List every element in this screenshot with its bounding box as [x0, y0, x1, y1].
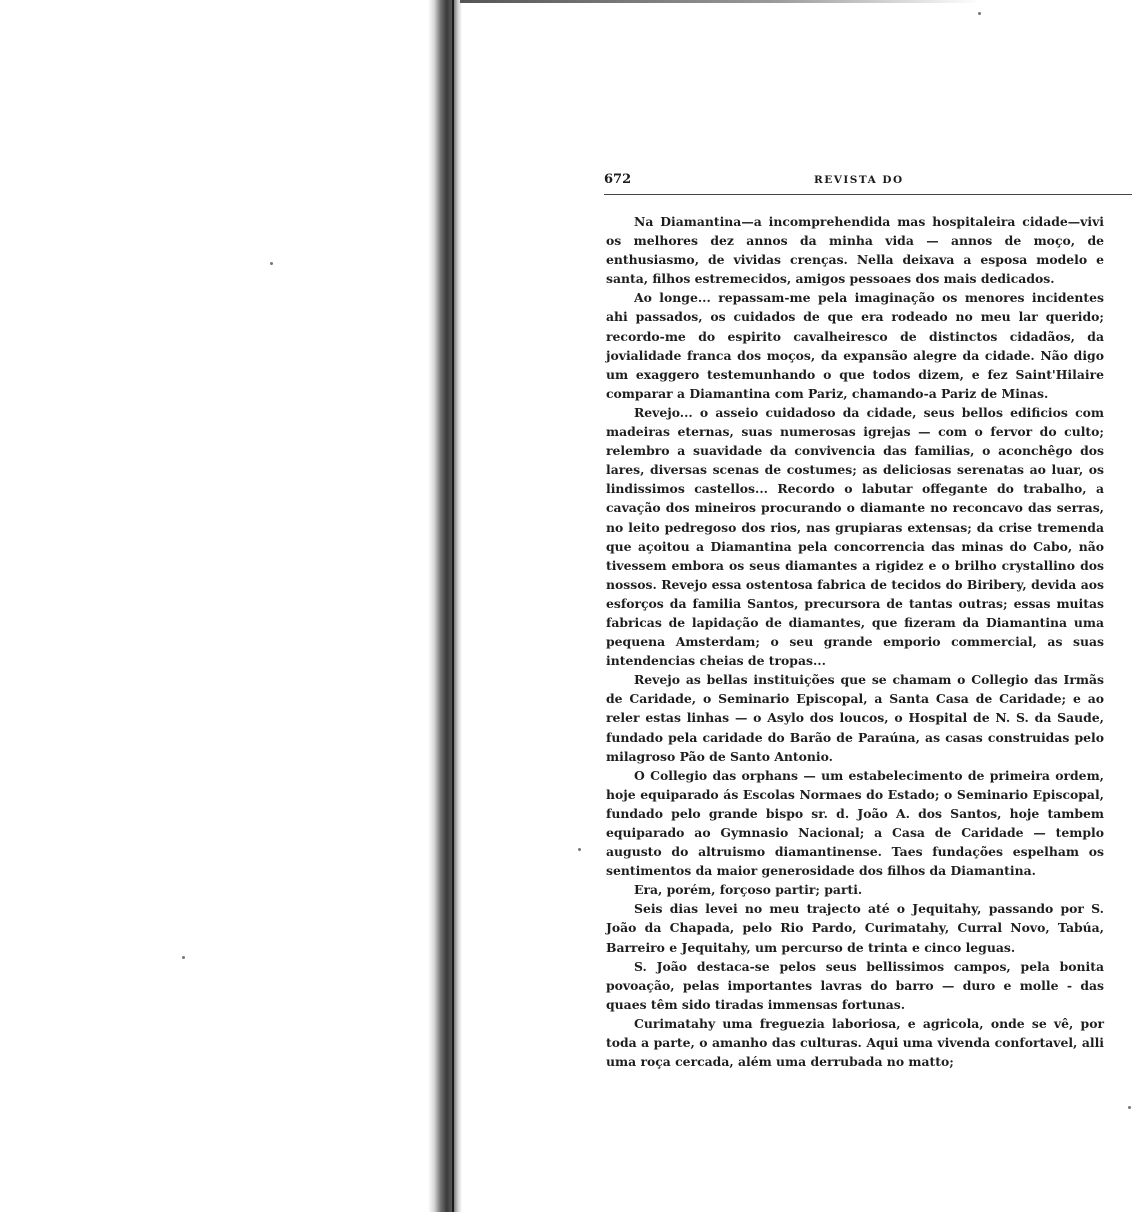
paragraph: Na Diamantina—a incomprehendida mas hospitaleira cidade—vivi os melhores dez annos da minha vida — annos de moço, de enthusiasmo, de vividas crenças. Nella deixava a esposa modelo e santa, filhos estremecidos, amigos pessoaes dos mais dedicados. — [606, 214, 1104, 287]
paragraph: Era, porém, forçoso partir; parti. — [634, 882, 863, 898]
page-top-edge — [460, 0, 980, 3]
paragraph: Revejo as bellas instituições que se chamam o Collegio das Irmãs de Caridade, o Seminario Episcopal, a Santa Casa de Caridade; e ao reler estas linhas — o Asylo dos loucos, o Hospital de N. S. da Saude, fundado pela caridade do Barão de Paraúna, as casas construidas pelo milagroso Pão de Santo Antonio. — [606, 672, 1104, 764]
paper-speck — [270, 262, 273, 265]
paragraph: Revejo... o asseio cuidadoso da cidade, seus bellos edificios com madeiras eternas, suas numerosas igrejas — com o fervor do culto; relembro a suavidade da convivencia das familias, o aconchêgo dos lares, diversas scenas de costumes; as deliciosas serenatas ao luar, os lindissimos castellos... Recordo o labutar offegante do trabalho, a cavação dos mineiros procurando o diamante no reconcavo das serras, no leito pedregoso dos rios, nas grupiaras extensas; da crise tremenda que açoitou a Diamantina pela concorrencia das minas do Cabo, não tivessem embora os seus diamantes a rigidez e o brilho crystallino dos nossos. Revejo essa ostentosa fabrica de tecidos do Biribery, devida aos esforços da familia Santos, precursora de tantas outras; essas muitas fabricas de lapidação de diamantes, que fizeram da Diamantina uma pequena Amsterdam; o seu grande emporio commercial, as suas intendencias cheias de tropas... — [606, 404, 1104, 669]
paragraph: Ao longe... repassam-me pela imaginação os menores incidentes ahi passados, os cuidados de que era rodeado no meu lar querido; recordo-me do espirito cavalheiresco de distinctos cidadãos, da jovialidade franca dos moços, da expansão alegre da cidade. Não digo um exaggero testemunhando o que todos dizem, e fez Saint'Hilaire comparar a Diamantina com Pariz, chamando-a Pariz de Minas. — [606, 290, 1104, 401]
paper-speck — [1128, 1106, 1131, 1109]
page-header — [604, 172, 1132, 192]
paragraph: S. João destaca-se pelos seus bellissimos campos, pela bonita povoação, pelas importantes lavras do barro — duro e molle - das quaes têm sido tiradas immensas fortunas. — [606, 958, 1104, 1012]
article-body — [606, 212, 1104, 1071]
paragraph: Curimatahy uma freguezia laboriosa, e agricola, onde se vê, por toda a parte, o amanho das culturas. Aqui uma vivenda confortavel, alli uma roça cercada, além uma derrubada no matto; — [606, 1015, 1104, 1070]
header-rule — [604, 194, 1132, 195]
running-head: REVISTA DO — [814, 174, 904, 186]
paragraph: Seis dias levei no meu trajecto até o Jequitahy, passando por S. João da Chapada, pelo Rio Pardo, Curimatahy, Curral Novo, Tabúa, Barreiro e Jequitahy, um percurso de trinta e cinco leguas. — [606, 901, 1104, 955]
paper-speck — [978, 12, 981, 15]
book-gutter-shadow — [428, 0, 462, 1212]
paper-speck — [182, 956, 185, 959]
paragraph: O Collegio das orphans — um estabelecimento de primeira ordem, hoje equiparado ás Escolas Normaes do Estado; o Seminario Episcopal, fundado pelo grande bispo sr. d. João A. dos Santos, hoje tambem equiparado ao Gymnasio Nacional; a Casa de Caridade — templo augusto do altruismo diamantinense. Taes fundações espelham os sentimentos da maior generosidade dos filhos da Diamantina. — [606, 767, 1104, 879]
page-number: 672 — [604, 172, 632, 187]
paper-speck — [578, 848, 581, 851]
book-spine-line — [452, 0, 454, 1212]
